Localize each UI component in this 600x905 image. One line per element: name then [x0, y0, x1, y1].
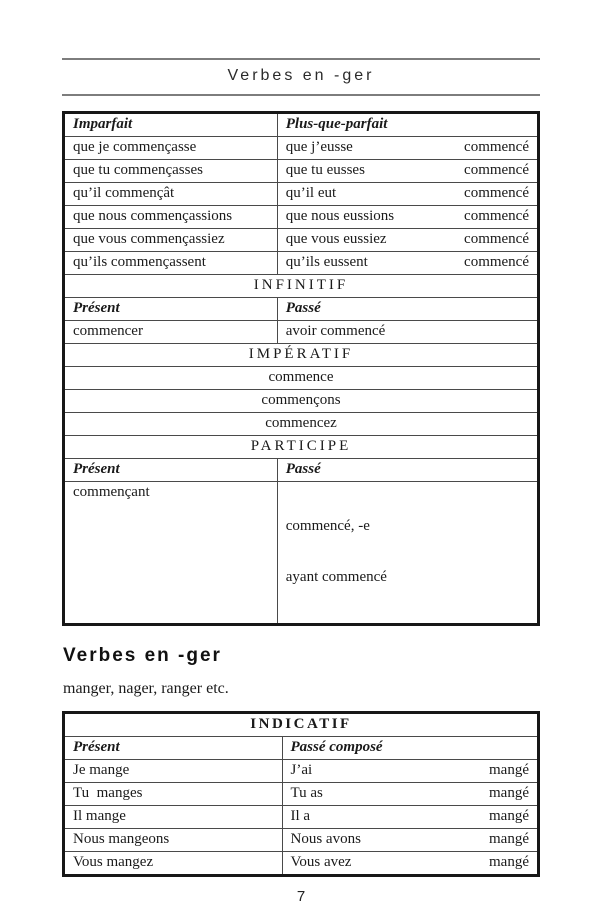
- conjugation-cell: que vous commençassiez: [64, 229, 278, 252]
- auxiliary-text: qu’il eut: [285, 185, 337, 201]
- column-header-imparfait: Imparfait: [64, 113, 278, 137]
- conjugation-cell: [282, 760, 539, 783]
- imperatif-form-cell: commençons: [64, 390, 539, 413]
- participle-text: mangé: [489, 854, 529, 870]
- header-rule-bottom: [62, 94, 540, 96]
- section-header-infinitif: INFINITIF: [64, 275, 539, 298]
- participle-text: commencé: [464, 139, 529, 155]
- auxiliary-text: J’ai: [290, 762, 313, 778]
- participle-text: commencé: [464, 231, 529, 247]
- conjugation-cell: [277, 229, 538, 252]
- auxiliary-text: que vous eussiez: [285, 231, 387, 247]
- participe-passe-cell: [277, 482, 538, 625]
- table-row: [64, 760, 539, 783]
- conjugation-cell: Je mange: [64, 760, 283, 783]
- table-manger-conjugation: [62, 711, 540, 877]
- participle-text: commencé: [464, 162, 529, 178]
- auxiliary-text: que j’eusse: [285, 139, 353, 155]
- participle-text: mangé: [489, 808, 529, 824]
- auxiliary-text: Vous avez: [290, 854, 352, 870]
- auxiliary-text: que nous eussions: [285, 208, 395, 224]
- section-header-row: [64, 436, 539, 459]
- column-header-row: [64, 737, 539, 760]
- conjugation-cell: [282, 829, 539, 852]
- column-header-passe: Passé: [277, 298, 538, 321]
- column-header-plus-que-parfait: Plus-que-parfait: [277, 113, 538, 137]
- section-header-row: [64, 713, 539, 737]
- conjugation-cell: que nous commençassions: [64, 206, 278, 229]
- imperatif-form-cell: commencez: [64, 413, 539, 436]
- participle-text: mangé: [489, 831, 529, 847]
- infinitif-passe-cell: avoir commencé: [277, 321, 538, 344]
- running-head: [62, 58, 540, 96]
- conjugation-cell: Tu manges: [64, 783, 283, 806]
- conjugation-cell: [277, 183, 538, 206]
- column-header-row: [64, 459, 539, 482]
- participe-present-cell: commençant: [64, 482, 278, 625]
- column-header-row: [64, 113, 539, 137]
- table-row: [64, 183, 539, 206]
- section-header-row: [64, 344, 539, 367]
- conjugation-cell: Vous mangez: [64, 852, 283, 876]
- participle-text: commencé: [464, 185, 529, 201]
- table-row: [64, 390, 539, 413]
- section-header-row: [64, 275, 539, 298]
- participle-text: commencé: [464, 208, 529, 224]
- section-header-indicatif: INDICATIF: [64, 713, 539, 737]
- conjugation-cell: Il mange: [64, 806, 283, 829]
- column-header-present: Présent: [64, 737, 283, 760]
- section-header-imperatif: IMPÉRATIF: [64, 344, 539, 367]
- conjugation-cell: [277, 252, 538, 275]
- conjugation-cell: [282, 852, 539, 876]
- table-row: [64, 783, 539, 806]
- participle-text: mangé: [489, 762, 529, 778]
- column-header-passe-compose: Passé composé: [282, 737, 539, 760]
- section-header-participe: PARTICIPE: [64, 436, 539, 459]
- table-row: [64, 829, 539, 852]
- conjugation-cell: que je commençasse: [64, 137, 278, 160]
- table-row: [64, 367, 539, 390]
- participle-text: mangé: [489, 785, 529, 801]
- table-row: [64, 229, 539, 252]
- participle-text: commencé: [464, 254, 529, 270]
- auxiliary-text: que tu eusses: [285, 162, 365, 178]
- table-commencer-conjugation: [62, 111, 540, 626]
- conjugation-cell: [277, 160, 538, 183]
- table-row: [64, 137, 539, 160]
- imperatif-form-cell: commence: [64, 367, 539, 390]
- participe-passe-line2: ayant commencé: [285, 569, 387, 585]
- column-header-present: Présent: [64, 298, 278, 321]
- conjugation-cell: [277, 206, 538, 229]
- section-example-verbs: manger, nager, ranger etc.: [63, 680, 229, 697]
- table-row: [64, 252, 539, 275]
- conjugation-cell: Nous mangeons: [64, 829, 283, 852]
- conjugation-cell: [277, 137, 538, 160]
- table-row: [64, 160, 539, 183]
- page-title: Verbes en -ger: [227, 67, 375, 84]
- table-row: [64, 482, 539, 625]
- page-number: 7: [296, 888, 306, 905]
- table-row: [64, 413, 539, 436]
- table-row: [64, 852, 539, 876]
- conjugation-cell: que tu commençasses: [64, 160, 278, 183]
- section-heading: Verbes en -ger: [63, 645, 222, 666]
- column-header-present: Présent: [64, 459, 278, 482]
- table-row: [64, 206, 539, 229]
- column-header-row: [64, 298, 539, 321]
- conjugation-cell: qu’ils commençassent: [64, 252, 278, 275]
- table-row: [64, 806, 539, 829]
- auxiliary-text: Nous avons: [290, 831, 361, 847]
- infinitif-present-cell: commencer: [64, 321, 278, 344]
- auxiliary-text: Tu as: [290, 785, 323, 801]
- auxiliary-text: qu’ils eussent: [285, 254, 368, 270]
- table-row: [64, 321, 539, 344]
- page-content: [62, 58, 540, 905]
- conjugation-cell: qu’il commençât: [64, 183, 278, 206]
- auxiliary-text: Il a: [290, 808, 311, 824]
- conjugation-cell: [282, 806, 539, 829]
- participe-passe-line1: commencé, -e: [285, 518, 370, 534]
- column-header-passe: Passé: [277, 459, 538, 482]
- conjugation-cell: [282, 783, 539, 806]
